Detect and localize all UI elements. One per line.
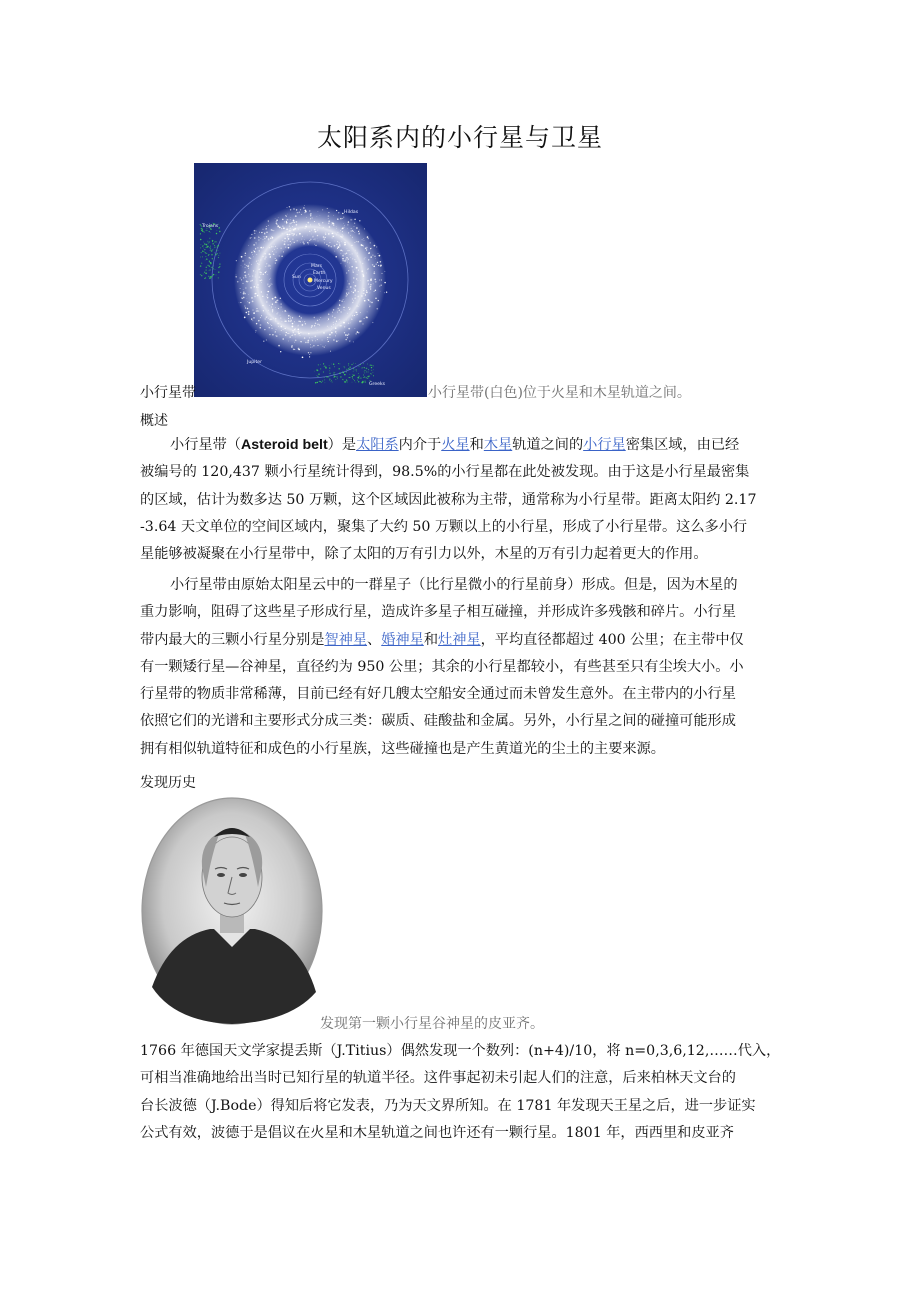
svg-text:Hildas: Hildas bbox=[344, 210, 359, 215]
asteroid-belt-label: 小行星带 bbox=[140, 385, 196, 401]
svg-text:Trojans: Trojans bbox=[202, 224, 219, 229]
link-pallas[interactable]: 智神星 bbox=[324, 631, 368, 648]
svg-text:Earth: Earth bbox=[313, 271, 326, 276]
asteroid-belt-image bbox=[194, 163, 427, 397]
asteroid-belt-caption: 小行星带(白色)位于火星和木星轨道之间。 bbox=[428, 385, 691, 401]
page-title: 太阳系内的小行星与卫星 bbox=[316, 123, 603, 152]
overview-paragraph-2: 小行星带由原始太阳星云中的一群星子（比行星微小的行星前身）形成。但是，因为木星的 重力影响，阻碍了这些星子形成行星，造成许多星子相互碰撞，并形成许多残骸和碎片。小行星 带内最大的三颗小行星分别是智神星、婚神星和灶神星，平均直径都超过 400 公里；在主带中仅 有一颗矮行星—谷神星，直径约为 950 公里；其余的小行星都较小，有些甚至只有尘埃大小。小 行星带的物质非常稀薄，目前已经有好几艘太空船安全通过而未曾发生意外。在主带内的小行星 依照它们的光谱和主要形式分成三类：碳质、硅酸盐和金属。另外，小行星之间的碰撞可能形成 拥有相似轨道特征和成色的小行星族，这些碰撞也是产生黄道光的尘土的主要来源。 bbox=[140, 577, 744, 757]
history-heading: 发现历史 bbox=[140, 775, 196, 791]
link-vesta[interactable]: 灶神星 bbox=[438, 631, 481, 648]
svg-text:Venus: Venus bbox=[317, 286, 331, 291]
svg-text:Greeks: Greeks bbox=[369, 382, 386, 387]
overview-paragraph-1: 小行星带（Asteroid belt）是太阳系内介于火星和木星轨道之间的小行星密集区域，由已经 被编号的 120,437 颗小行星统计得到，98.5%的小行星都在此处被发现。由于这是小行星最密集 的区域，估计为数多达 50 万颗，这个区域因此被称为主带，通常称为小行星带。距离太阳约 2.17 -3.64 天文单位的空间区域内，聚集了大约 50 万颗以上的小行星，形成了小行星带。这么多小行 星能够被凝聚在小行星带中，除了太阳的万有引力以外，木星的万有引力起着更大的作用。 bbox=[140, 437, 757, 563]
piazzi-portrait-image bbox=[140, 797, 325, 1029]
svg-text:Jupiter: Jupiter bbox=[247, 360, 262, 365]
history-paragraph-1: 1766 年德国天文学家提丢斯（J.Titius）偶然发现一个数列：(n+4)/10，将 n=0,3,6,12,……代入， 可相当准确地给出当时已知行星的轨道半径。这件事起初未引起人们的注意，后来柏林天文台的 台长波德（J.Bode）得知后将它发表，乃为天文界所知。在 1781 年发现天王星之后，进一步证实 公式有效，波德于是倡议在火星和木星轨道之间也许还有一颗行星。1801 年，西西里和皮亚齐 bbox=[140, 1043, 781, 1141]
link-jupiter[interactable]: 木星 bbox=[483, 437, 513, 453]
portrait-caption: 发现第一颗小行星谷神星的皮亚齐。 bbox=[320, 1016, 544, 1032]
svg-text:Mars: Mars bbox=[311, 264, 323, 269]
svg-text:Mercury: Mercury bbox=[314, 279, 333, 284]
link-mars[interactable]: 火星 bbox=[441, 437, 470, 453]
link-juno[interactable]: 婚神星 bbox=[381, 631, 424, 648]
link-asteroid[interactable]: 小行星 bbox=[583, 437, 626, 453]
svg-text:Sun: Sun bbox=[292, 275, 301, 280]
link-solar-system[interactable]: 太阳系 bbox=[356, 437, 399, 453]
overview-heading: 概述 bbox=[140, 413, 168, 429]
